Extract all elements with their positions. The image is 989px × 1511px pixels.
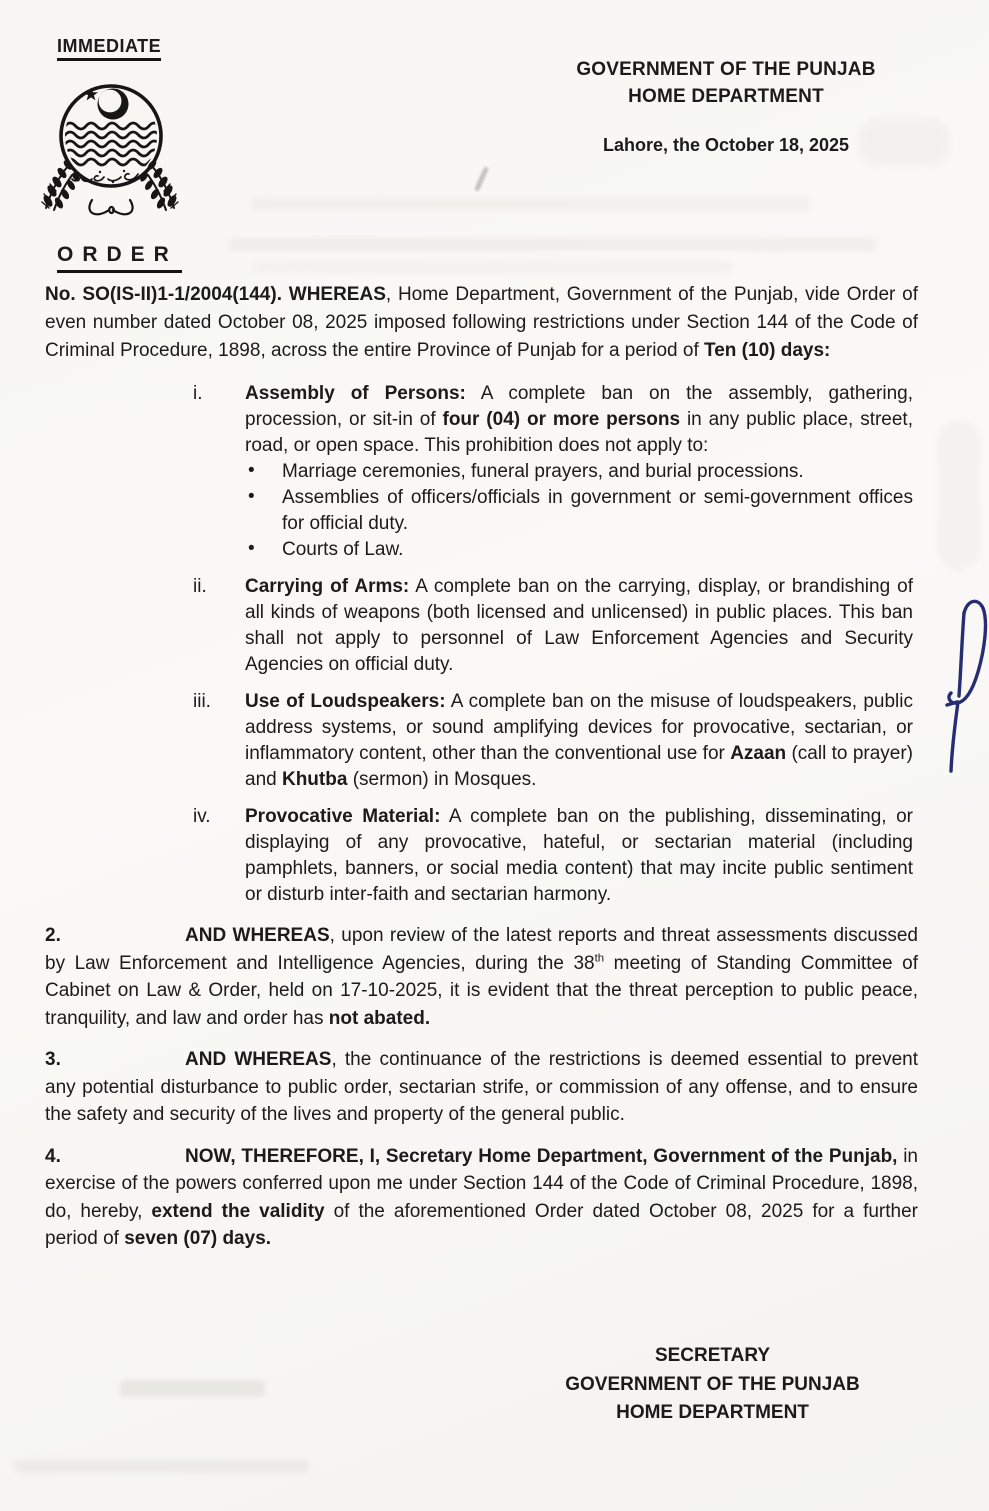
scan-artifact (228, 238, 876, 251)
item-numeral: ii. (193, 576, 207, 597)
paragraph-number: 2. (45, 925, 61, 946)
restriction-item-loudspeakers (193, 689, 914, 793)
letterhead-title: GOVERNMENT OF THE PUNJAB (576, 59, 876, 80)
paragraph-text: AND WHEREAS, upon review of the latest reports and threat assessments discussed by Law Enforcement and Intelligence Agencies, during the 38th meeting of Standing Committee of Cabinet on Law & Order, held on 17-10-2025, it is evident that the threat perception to public peace, tranquility, and law and order has not abated. (45, 925, 918, 1029)
signatory-title: SECRETARY (654, 1345, 771, 1366)
letterhead-department: HOME DEPARTMENT (628, 86, 824, 107)
scan-artifact (858, 118, 950, 166)
scan-artifact (14, 1460, 309, 1473)
crescent-star (84, 88, 129, 120)
punjab-crest-icon (34, 74, 186, 220)
order-body (45, 281, 918, 1253)
bullet-item (245, 485, 913, 537)
item-text: Assembly of Persons: A complete ban on the assembly, gathering, procession, or sit-in of four (04) or more persons in any public place, street, road, or open space. This prohibition does not apply to: (245, 383, 913, 456)
item-numeral: iii. (193, 691, 211, 712)
bullet-item (245, 537, 913, 563)
dateline: Lahore, the October 18, 2025 (602, 135, 850, 155)
paragraph-2 (45, 922, 918, 1032)
item-numeral: iv. (193, 806, 211, 827)
paragraph-text: AND WHEREAS, the continuance of the restrictions is deemed essential to prevent any potential disturbance to public order, sectarian strife, or commission of any offense, and to ensure the safety and security of the lives and property of the general public. (45, 1049, 918, 1125)
bullet-text: Marriage ceremonies, funeral prayers, and burial processions. (282, 461, 804, 482)
wheat-stalk-right (139, 159, 179, 210)
exemption-bullets (245, 459, 913, 563)
paragraph-4 (45, 1143, 918, 1253)
restriction-item-provocative-material (193, 804, 913, 908)
signature-block (440, 1342, 985, 1428)
scan-artifact (252, 262, 732, 272)
restriction-item-arms (193, 574, 913, 678)
restriction-item-assembly (193, 381, 913, 563)
bullet-icon: • (248, 486, 255, 507)
wheat-stalk-left (42, 159, 82, 210)
order-heading: ORDER (57, 243, 182, 273)
signatory-government: GOVERNMENT OF THE PUNJAB (565, 1373, 860, 1395)
scan-artifact (250, 198, 810, 210)
paragraph-number: 3. (45, 1049, 61, 1070)
item-text: Provocative Material: A complete ban on the publishing, disseminating, or displaying of any provocative, hateful, or sectarian material (including pamphlets, banners, or social media content) that may incite public sentiment or disturb inter-faith and sectarian harmony. (245, 806, 913, 905)
scan-artifact (120, 1380, 265, 1397)
bullet-text: Courts of Law. (282, 539, 404, 560)
item-numeral: i. (193, 383, 203, 404)
paragraph-text: NOW, THEREFORE, I, Secretary Home Department, Government of the Punjab, in exercise of the powers conferred upon me under Section 144 of the Code of Criminal Procedure, 1898, do, hereby, extend the validity of the aforementioned Order dated October 08, 2025 for a further period of seven (07) days. (45, 1145, 918, 1249)
crest-ribbon (89, 200, 132, 214)
signatory-department: HOME DEPARTMENT (616, 1402, 809, 1423)
crest-waves (65, 123, 160, 165)
bullet-text: Assemblies of officers/officials in government or semi-government offices for official duty. (282, 487, 913, 534)
intro-paragraph: No. SO(IS-II)1-1/2004(144). WHEREAS, Home Department, Government of the Punjab, vide Order of even number dated October 08, 2025 imposed following restrictions under Section 144 of the Code of Criminal Procedure, 1898, across the entire Province of Punjab for a period of Ten (10) days: (45, 284, 918, 361)
paragraph-3 (45, 1046, 918, 1129)
scan-artifact (938, 420, 980, 570)
urgency-tag: IMMEDIATE (57, 36, 161, 61)
item-text: Carrying of Arms: A complete ban on the carrying, display, or brandishing of all kinds of weapons (both licensed and unlicensed) in public places. This ban shall not apply to personnel of Law Enforcement Agencies and Security Agencies on official duty. (245, 576, 913, 675)
item-text: Use of Loudspeakers: A complete ban on the misuse of loudspeakers, public address systems, or sound amplifying devices for provocative, sectarian, or inflammatory content, other than the conventional use for Azaan (call to prayer) and Khutba (sermon) in Mosques. (245, 691, 914, 790)
scan-artifact (474, 166, 489, 192)
bullet-icon: • (248, 538, 255, 559)
bullet-icon: • (248, 460, 255, 481)
restrictions-list (45, 381, 918, 908)
bullet-item (245, 459, 913, 485)
signature-ink-icon (918, 592, 988, 782)
paragraph-number: 4. (45, 1145, 61, 1167)
